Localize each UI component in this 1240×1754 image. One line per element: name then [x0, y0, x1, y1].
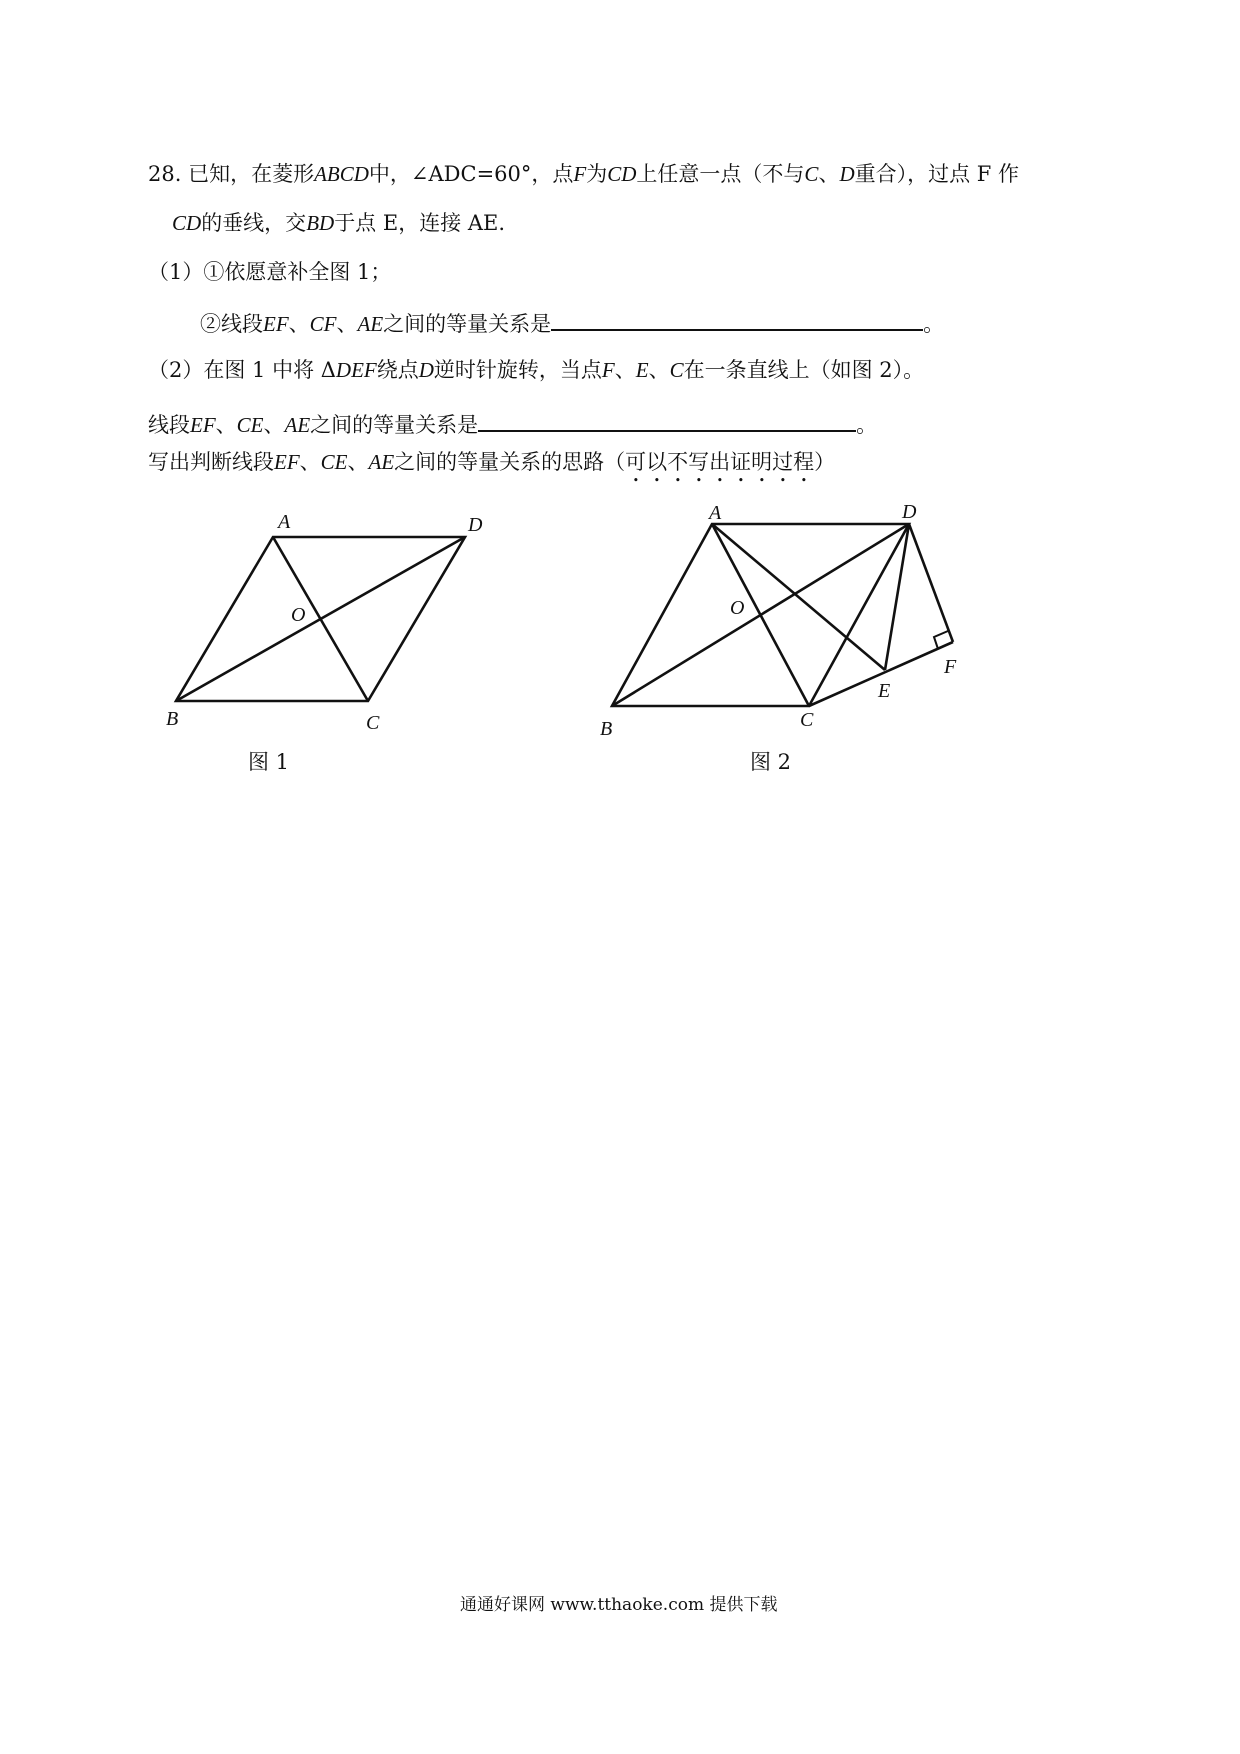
segment-ef: EF: [274, 450, 300, 474]
point-f: F: [601, 358, 615, 382]
stem-text: 写出判断线段: [148, 450, 274, 474]
stem-text: 线段: [148, 413, 190, 437]
stem-text: 之间的等量关系是: [310, 413, 479, 437]
label-a: A: [709, 502, 722, 524]
answer-blank-2[interactable]: [478, 408, 856, 432]
segment-ce: CE: [320, 450, 348, 474]
stem-text: ）: [814, 450, 836, 474]
stem-text: 绕点: [376, 358, 419, 382]
label-c: C: [366, 712, 380, 734]
point-d: D: [418, 358, 434, 382]
part2-label: （2）在图 1 中将 Δ: [148, 358, 336, 382]
separator: 、: [215, 413, 237, 437]
separator: 、: [263, 413, 285, 437]
label-o: O: [291, 604, 306, 626]
stem-text: 重合），过点 F 作: [854, 162, 1020, 186]
diagonal-bd: [176, 537, 465, 701]
triangle-def: DEF: [335, 358, 377, 382]
part2-thinking: [148, 448, 835, 487]
stem-text: 。: [923, 312, 945, 336]
part1-item1-text: ①依愿意补全图 1；: [203, 260, 392, 284]
label-c: C: [800, 709, 814, 731]
stem-text: 。: [856, 413, 878, 437]
stem-text: 已知，在菱形: [188, 162, 315, 186]
part1-label: （1）: [148, 260, 204, 284]
segment-cd: CD: [607, 162, 637, 186]
segment-ae: AE: [368, 450, 395, 474]
separator: 、: [299, 450, 321, 474]
label-f: F: [944, 656, 957, 678]
stem-text: 在一条直线上（如图 2）。: [683, 358, 925, 382]
figure-2: [590, 490, 990, 750]
segment-df: [909, 524, 953, 642]
stem-text: 之间的等量关系是: [383, 312, 552, 336]
stem-text: 上任意一点（不与: [636, 162, 805, 186]
segment-ae: AE: [284, 413, 311, 437]
label-a: A: [278, 511, 291, 533]
part1-item1: [148, 258, 391, 286]
emphasized-text: 可以不写出证明过程: [625, 450, 815, 474]
segment-cf: CF: [309, 312, 337, 336]
stem-text: 中，∠ADC=60°，点: [368, 162, 574, 186]
label-b: B: [166, 708, 179, 730]
page-footer: 通通好课网 www.tthaoke.com 提供下载: [460, 1595, 778, 1615]
segment-ae: AE: [357, 312, 384, 336]
figure-1: [150, 500, 490, 740]
stem-text: 之间的等量关系的思路（: [394, 450, 626, 474]
part1-item2: [200, 307, 944, 338]
label-b: B: [600, 718, 613, 740]
part2-line: [148, 356, 924, 384]
segment-ce: CE: [236, 413, 264, 437]
answer-blank-1[interactable]: [551, 307, 923, 331]
point-d: D: [839, 162, 855, 186]
problem-stem-line-2: [172, 209, 505, 237]
point-c: C: [669, 358, 684, 382]
segment-cd: CD: [172, 211, 202, 235]
problem-number: 28.: [148, 162, 182, 186]
label-d: D: [468, 514, 483, 536]
stem-text: 逆时针旋转，当点: [433, 358, 602, 382]
segment-bd: BD: [306, 211, 335, 235]
label-d: D: [902, 501, 917, 523]
label-e: E: [878, 680, 891, 702]
separator: 、: [347, 450, 369, 474]
figure-1-caption: 图 1: [248, 750, 290, 774]
figure-2-caption: 图 2: [750, 750, 792, 774]
segment-ef: EF: [263, 312, 289, 336]
separator: 、: [648, 358, 670, 382]
separator: 、: [818, 162, 840, 186]
part2-relation: [148, 408, 877, 439]
stem-text: 于点 E，连接 AE.: [334, 211, 506, 235]
stem-text: ②线段: [200, 312, 263, 336]
point-f: F: [573, 162, 587, 186]
rhombus-name: ABCD: [314, 162, 369, 186]
separator: 、: [614, 358, 636, 382]
point-e: E: [635, 358, 649, 382]
separator: 、: [336, 312, 358, 336]
problem-stem-line-1: [148, 160, 1019, 188]
separator: 、: [288, 312, 310, 336]
diagonal-bd: [612, 524, 909, 706]
segment-ef: EF: [190, 413, 216, 437]
label-o: O: [730, 597, 745, 619]
stem-text: 为: [586, 162, 608, 186]
point-c: C: [804, 162, 819, 186]
stem-text: 的垂线，交: [201, 211, 307, 235]
